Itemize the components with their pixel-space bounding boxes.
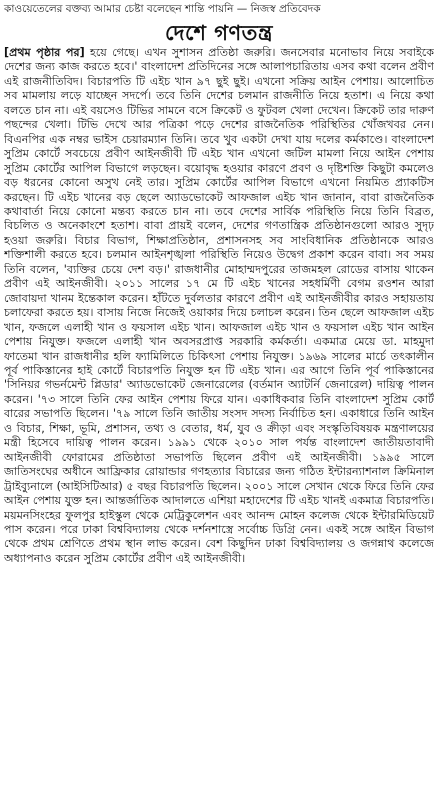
article-title: দেশে গণতন্ত্র: [164, 21, 274, 45]
article-text: হয়ে গেছে। এখন সুশাসন প্রতিষ্ঠা জরুরি। জনসেবার মনোভাব নিয়ে সবাইকে দেশের জন্য কাজ করতে হবে।' বাংলাদেশ প্রতিদিনের সঙ্গে আলাপচারিতায় এসব কথা বলেন প্রবীণ এই রাজনীতিবিদ। বিচারপতি টি এইচ খান ৯৭ ছুই ছুই। এখনো সক্রিয় আইন পেশায়। আলোচিত সব মামলায় লড়ে যাচ্ছেন সদর্পে। তবে তিনি দেশের চলমান রাজনীতি নিয়ে হতাশ। এ নিয়ে কথা বলতে চান না। এই বয়সেও টিভির সামনে বসে ক্রিকেট ও ফুটবল খেলা দেখেন। ক্রিকেট তার দারুণ পছন্দের খেলা। টিভি দেখে আর পত্রিকা পড়ে দেশের রাজনৈতিক পরিস্থিতির খোঁজখবর নেন। বিএনপির এক নম্বর ভাইস চেয়ারম্যান তিনি। তবে খুব একটা দেখা যায় দলের কর্মকাণ্ডে। বাংলাদেশ সুপ্রিম কোর্টে সবচেয়ে প্রবীণ আইনজীবী টি এইচ খান এখনো জটিল মামলা নিয়ে আইন পেশায় সুপ্রিম কোর্টের আপিল বিভাগে লড়ছেন। বয়োবৃদ্ধ হওয়ার কারণে প্রবণ ও দৃষ্টিশক্তি কিছুটা কমলেও বড় ধরনের কোনো অসুখ নেই তার। সুপ্রিম কোর্টের আপিল বিভাগে এখনো নিয়মিত প্র্যাকটিস করছেন। টি এইচ খানের বড় ছেলে অ্যাডভোকেট আফজাল এইচ খান জানান, বাবা রাজনৈতিক কথাবার্তা নিয়ে কোনো মন্তব্য করতে চান না। তবে দেশের সার্বিক পরিস্থিতি নিয়ে তিনি বিব্রত, বিচলিত ও অনেকাংশে হতাশ। বাবা প্রায়ই বলেন, দেশের গণতান্ত্রিক প্রতিষ্ঠানগুলো আরও সুদৃঢ় হওয়া জরুরি। বিচার বিভাগ, শিক্ষাপ্রতিষ্ঠান, প্রশাসনসহ সব সাংবিধানিক প্রতিষ্ঠানকে আরও শক্তিশালী করতে হবে। চলমান আইনশৃঙ্খলা পরিস্থিতি নিয়েও উদ্বেগ প্রকাশ করেন বাবা। সব সময় তিনি বলেন, 'ব্যক্তির চেয়ে দেশ বড়।' রাজধানীর মোহাম্মদপুরের তাজমহল রোডের বাসায় থাকেন প্রবীণ এই আইনজীবী। ২০১১ সালের ১৭ মে টি এইচ খানের সহধর্মিণী বেগম রওশন আরা জোবায়দা খানম ইন্তেকাল করেন। হাঁটতে দুর্বলতার কারণে প্রবীণ এই আইনজীবীর কারও সহায়তায় চলাফেরা করতে হয়। বাসায় নিজে নিজেই ওয়াকার দিয়ে চলাচল করেন। তিন ছেলে আফজাল এইচ খান, ফজলে এলাহী খান ও ফয়সাল এইচ খান। আফজাল এইচ খান ও ফয়সাল এইচ খান আইন পেশায় নিযুক্ত। ফজলে এলাহী খান অবসরপ্রাপ্ত সরকারি কর্মকর্তা। একমাত্র মেয়ে ডা. মাহমুদা ফাতেমা খান রাজধানীর হলি ফ্যামিলিতে চিকিৎসা পেশায় নিযুক্ত। ১৯৬৯ সালের মার্চে তৎকালীন পূর্ব পাকিস্তানের হাই কোর্টে বিচারপতি নিযুক্ত হন টি এইচ খান। এর আগে তিনি পূর্ব পাকিস্তানের 'সিনিয়র গভর্নমেন্ট প্লিডার' অ্যাডভোকেট জেনারেলের (বর্তমান অ্যাটর্নি জেনারেল) দায়িত্ব পালন করেন। '৭৩ সালে তিনি ফের আইন পেশায় ফিরে যান। একাধিকবার তিনি বাংলাদেশ সুপ্রিম কোর্ট বারের সভাপতি ছিলেন। '৭৯ সালে তিনি জাতীয় সংসদ সদস্য নির্বাচিত হন। একাধারে তিনি আইন ও বিচার, শিক্ষা, ভূমি, প্রশাসন, তথ্য ও বেতার, ধর্ম, যুব ও ক্রীড়া এবং সংস্কৃতিবিষয়ক মন্ত্রণালয়ের মন্ত্রী হিসেবে দায়িত্ব পালন করেন। ১৯৯১ থেকে ২০১০ সাল পর্যন্ত বাংলাদেশ জাতীয়তাবাদী আইনজীবী ফোরামের প্রতিষ্ঠাতা সভাপতি ছিলেন প্রবীণ এই আইনজীবী। ১৯৯৫ সালে জাতিসংঘের অধীনে আফ্রিকার রোয়ান্ডার গণহত্যার বিচারের জন্য গঠিত ইন্টারন্যাশনাল ক্রিমিনাল ট্রাইব্যুনালে (আইসিটিআর) ৫ বছর বিচারপতি ছিলেন। ২০০১ সালে সেখান থেকে ফিরে তিনি ফের আইন পেশায় যুক্ত হন। আন্তর্জাতিক আদালতে এশিয়া মহাদেশের টি এইচ খানই একমাত্র বিচারপতি। ময়মনসিংহের ফুলপুর হাইস্কুল থেকে মেট্রিকুলেশন এবং আনন্দ মোহন কলেজ থেকে ইন্টারমিডিয়েট পাস করেন। পরে ঢাকা বিশ্ববিদ্যালয় থেকে দর্শনশাস্ত্রে সর্বোচ্চ ডিগ্রি নেন। একই সঙ্গে আইন বিভাগ থেকে প্রথম শ্রেণিতে প্রথম স্থান লাভ করেন। বেশ কিছুদিন ঢাকা বিশ্ববিদ্যালয় ও জগন্নাথ কলেজে অধ্যাপনাও করেন সুপ্রিম কোর্টের প্রবীণ এই আইনজীবী।: [4, 46, 434, 565]
continued-from-marker: [প্রথম পৃষ্ঠার পর]: [4, 46, 85, 59]
previous-article-tail: কাওয়েতেলের বক্তব্য আমার চেষ্টা বলেছেন শান্তি পায়নি — নিজস্ব প্রতিবেদক: [4, 3, 321, 15]
article-body: [4, 46, 434, 798]
